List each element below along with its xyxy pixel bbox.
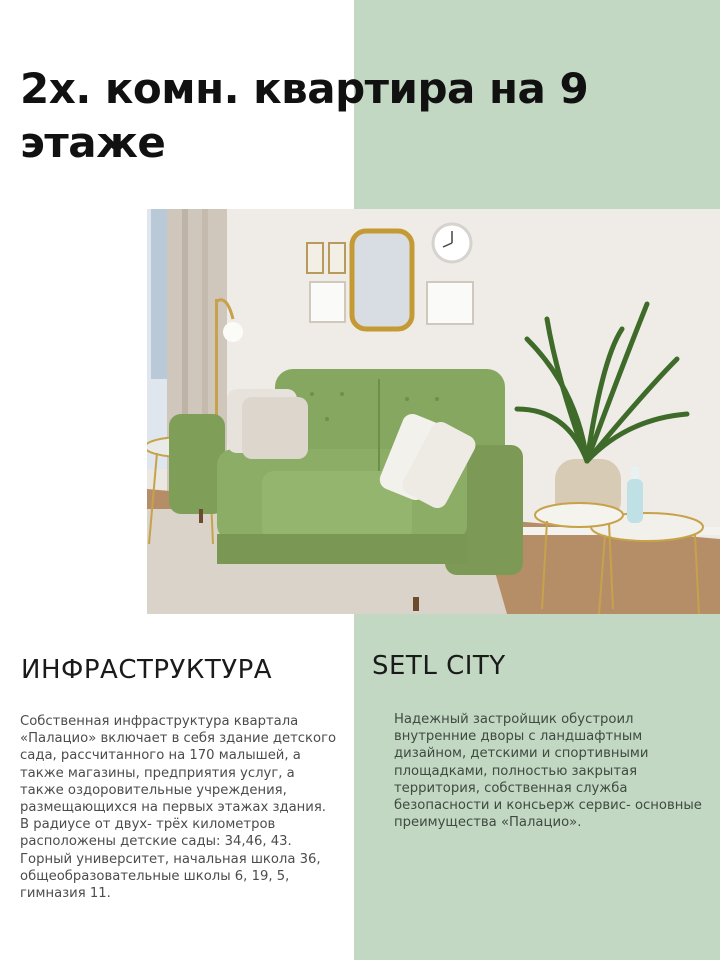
- developer-text: Надежный застройщик обустроил внутренние дворы с ландшафтным дизайном, детскими и спортивными площадками, полностью закрытая территория, собственная служба безопасности и консьерж сервис- основные преимущества «Палацио».: [394, 712, 702, 831]
- infrastructure-heading: ИНФРАСТРУКТУРА: [21, 655, 273, 685]
- developer-heading: SETL CITY: [372, 651, 506, 681]
- page-title: 2х. комн. квартира на 9 этаже: [20, 64, 589, 167]
- apartment-photo[interactable]: [147, 209, 720, 614]
- infrastructure-text: Собственная инфраструктура квартала «Палацио» включает в себя здание детского сада, рассчитанного на 170 малышей, а также магазины, предприятия услуг, а также оздоровительные учреждения, размещающихся на первых этажах здания. В радиусе от двух- трёх километров расположены детские сады: 34,46, 43. Горный университет, начальная школа 36, общеобразовательные школы 6, 19, 5, гимназия 11.: [20, 714, 337, 902]
